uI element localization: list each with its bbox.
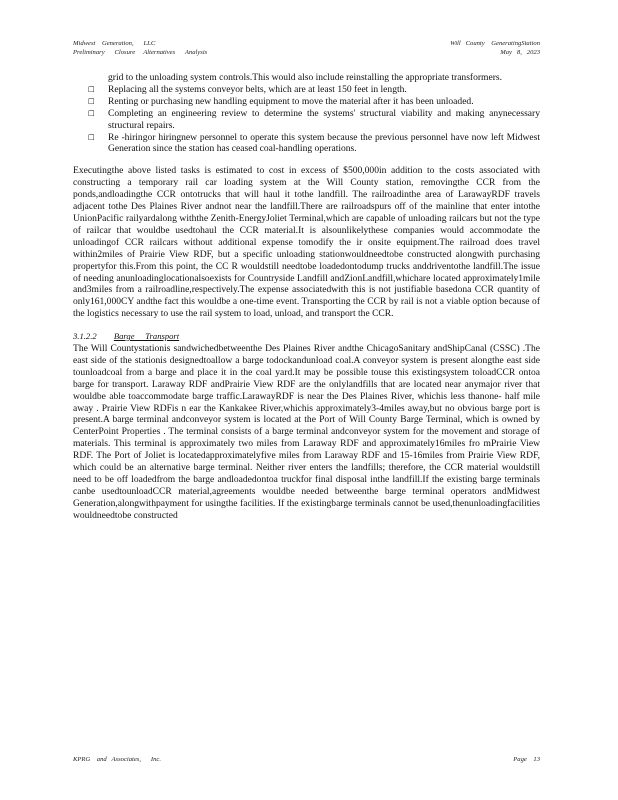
bullet-icon: ☐	[88, 108, 95, 118]
page-header	[73, 39, 540, 57]
bullet-item	[73, 132, 540, 156]
footer-firm: KPRG and Associates, Inc.	[73, 756, 161, 763]
section-heading	[73, 331, 540, 343]
header-station: Will County GeneratingStation	[450, 40, 540, 47]
bullet-icon: ☐	[88, 84, 95, 94]
bullet-item	[73, 108, 540, 132]
bullet-text: Completing an engineering review to determine the systems' structural viability and making anynecessary structural repairs.	[108, 107, 540, 131]
header-report-title: Preliminary Closure Alternatives Analysis	[73, 49, 208, 56]
bullet-continuation: grid to the unloading system controls.This would also include reinstalling the appropriate transformers.	[108, 72, 502, 83]
page-number: Page 13	[513, 756, 540, 763]
rail-transport-paragraph: Executingthe above listed tasks is estimated to cost in excess of $500,000in addition to the costs associated with constructing a temporary rail car loading system at the Will County station, removingthe CCR from the ponds,andloadingthe CCR ontotrucks that will haul it tothe landfill. The railroadinthe area of LarawayRDF travels adjacent tothe Des Plaines River andnot near the landfill.There are railroadspurs off of the mainline that enter intothe UnionPacific railyardalong withthe Zenith-EnergyJoliet Terminal,which are capable of unloading railcars but not the type of railcar that wouldbe usedtohaul the CCR material.It is alsounlikelythese companies would accommodate the unloadingof CCR railcars without additional expense tomodify the ir onsite equipment.The railroad does travel within2miles of Prairie View RDF, but a specific unloading stationwouldneedtobe constructed alongwith purchasing propertyfor this.From this point, the CC R wouldstill needtobe loadedontodump trucks anddriventothe landfill.The issue of needing anunloadinglocationalsoexists for Countryside Landfill andZionLandfill,whichare located approximately1mile and3miles from a railroadline,respectively.The expense associatedwith this is not justifiable basedona CCR quantity of only161,000CY andthe fact this wouldbe a one-time event. Transporting the CCR by rail is not a viable option because of the logistics necessary to use the rail system to load, unload, and transport the CCR.	[73, 165, 540, 320]
section-number: 3.1.2.2	[73, 331, 97, 342]
barge-transport-paragraph: The Will Countystationis sandwichedbetweenthe Des Plaines River andthe ChicagoSanitary andShipCanal (CSSC) .The east side of the stationis designedtoallow a barge todockandunload coal.A conveyor system is present alongthe east side tounloadcoal from a barge and place it in the coal yard.It may be possible touse this existingsystem toloadCCR ontoa barge for transport. Laraway RDF andPrairie View RDF are the onlylandfills that are located near anymajor river that wouldbe able toaccommodate barge traffic.LarawayRDF is near the Des Plaines River, whichis less thanone- half mile away . Prairie View RDFis n ear the Kankakee River,whichis approximately3-4miles away,but no obvious barge port is present.A barge terminal andconveyor system is located at the Port of Will County Barge Terminal, which is owned by CenterPoint Properties . The terminal consists of a barge terminal andconveyor system for the movement and storage of materials. This terminal is approximately two miles from Laraway RDF and approximately16miles fro mPrairie View RDF. The Port of Joliet is locatedapproximatelyfive miles from Laraway RDF and 15-16miles from Prairie View RDF, which could be an alternative barge terminal. Neither river enters the landfills; therefore, the CCR material wouldstill need to be off loadedfrom the barge andloadedontoa truckfor final disposal inthe landfill.If the existing barge terminals canbe usedtounloadCCR material,agreements wouldbe needed betweenthe barge terminal operators andMidwest Generation,alongwithpayment for usingthe facilities. If the existingbarge terminals cannot be used,thenunloadingfacilities wouldneedtobe constructed	[73, 343, 540, 521]
bullet-item	[73, 84, 540, 96]
header-company: Midwest Generation, LLC	[73, 40, 156, 47]
bullet-item	[73, 96, 540, 108]
section-title: Barge Transport	[113, 331, 180, 342]
task-bullet-list	[73, 84, 540, 155]
page-footer	[73, 755, 540, 764]
bullet-text: Re -hiringor hiringnew personnel to operate this system because the previous personnel have now left Midwest Generation since the station has ceased coal-handling operations.	[108, 131, 540, 155]
bullet-icon: ☐	[88, 96, 95, 106]
document-body	[73, 72, 540, 522]
bullet-text: Renting or purchasing new handling equipment to move the material after it has been unloaded.	[108, 95, 474, 107]
bullet-text: Replacing all the systems conveyor belts, which are at least 150 feet in length.	[108, 83, 407, 95]
bullet-icon: ☐	[88, 132, 95, 142]
header-date: May 8, 2023	[500, 49, 540, 56]
